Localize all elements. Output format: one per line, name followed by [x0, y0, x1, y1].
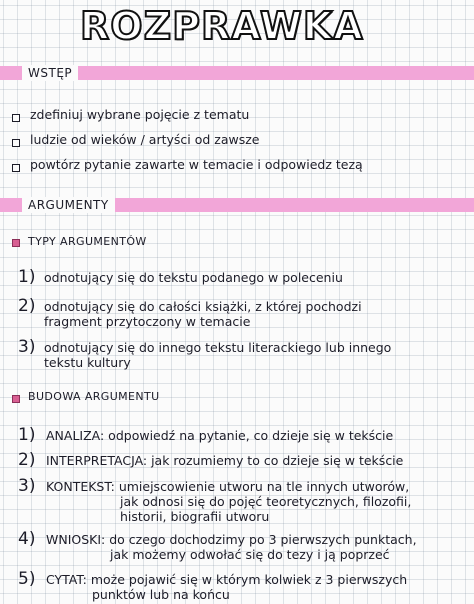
- structure-number: 4): [18, 529, 36, 549]
- type-line: odnotujący się do całości książki, z której pochodzi: [44, 299, 362, 314]
- type-line: odnotujący się do tekstu podanego w poleceniu: [44, 270, 343, 285]
- type-number: 3): [18, 337, 36, 357]
- intro-bullet-icon: [12, 164, 20, 172]
- intro-item: powtórz pytanie zawarte w temacie i odpowiedz tezą: [30, 157, 363, 172]
- intro-item: zdefiniuj wybrane pojęcie z tematu: [30, 107, 250, 122]
- type-line: odnotujący się do innego tekstu literackiego lub innego: [44, 340, 392, 355]
- structure-heading: BUDOWA ARGUMENTU: [28, 390, 160, 403]
- structure-line: historii, biografii utworu: [120, 509, 270, 524]
- intro-item: ludzie od wieków / artyści od zawsze: [30, 132, 260, 147]
- structure-line: ANALIZA: odpowiedź na pytanie, co dzieje się w tekście: [46, 428, 394, 443]
- structure-line: CYTAT: może pojawić się w którym kolwiek z 3 pierwszych: [46, 572, 408, 587]
- type-line: fragment przytoczony w temacie: [44, 314, 251, 329]
- intro-bullet-icon: [12, 114, 20, 122]
- structure-heading-bullet-icon: [12, 395, 20, 403]
- types-heading: TYPY ARGUMENTÓW: [28, 235, 147, 248]
- type-line: tekstu kultury: [44, 355, 131, 370]
- intro-bullet-icon: [12, 139, 20, 147]
- type-number: 1): [18, 267, 36, 287]
- structure-line: jak możemy odwołać się do tezy i ją poprzeć: [110, 547, 390, 562]
- structure-number: 3): [18, 476, 36, 496]
- structure-number: 1): [18, 425, 36, 445]
- structure-number: 2): [18, 450, 36, 470]
- structure-line: jak odnosi się do pojęć teoretycznych, filozofii,: [120, 494, 412, 509]
- structure-line: punktów lub na końcu: [92, 587, 230, 602]
- intro-heading: WSTĘP: [22, 65, 78, 81]
- structure-line: KONTEKST: umiejscowienie utworu na tle innych utworów,: [46, 479, 410, 494]
- types-heading-bullet-icon: [12, 239, 20, 247]
- arguments-heading: ARGUMENTY: [22, 197, 115, 213]
- page-title: ROZPRAWKA: [80, 4, 364, 48]
- structure-line: WNIOSKI: do czego dochodzimy po 3 pierwszych punktach,: [46, 532, 417, 547]
- structure-line: INTERPRETACJA: jak rozumiemy to co dzieje się w tekście: [46, 453, 404, 468]
- structure-number: 5): [18, 569, 36, 589]
- type-number: 2): [18, 296, 36, 316]
